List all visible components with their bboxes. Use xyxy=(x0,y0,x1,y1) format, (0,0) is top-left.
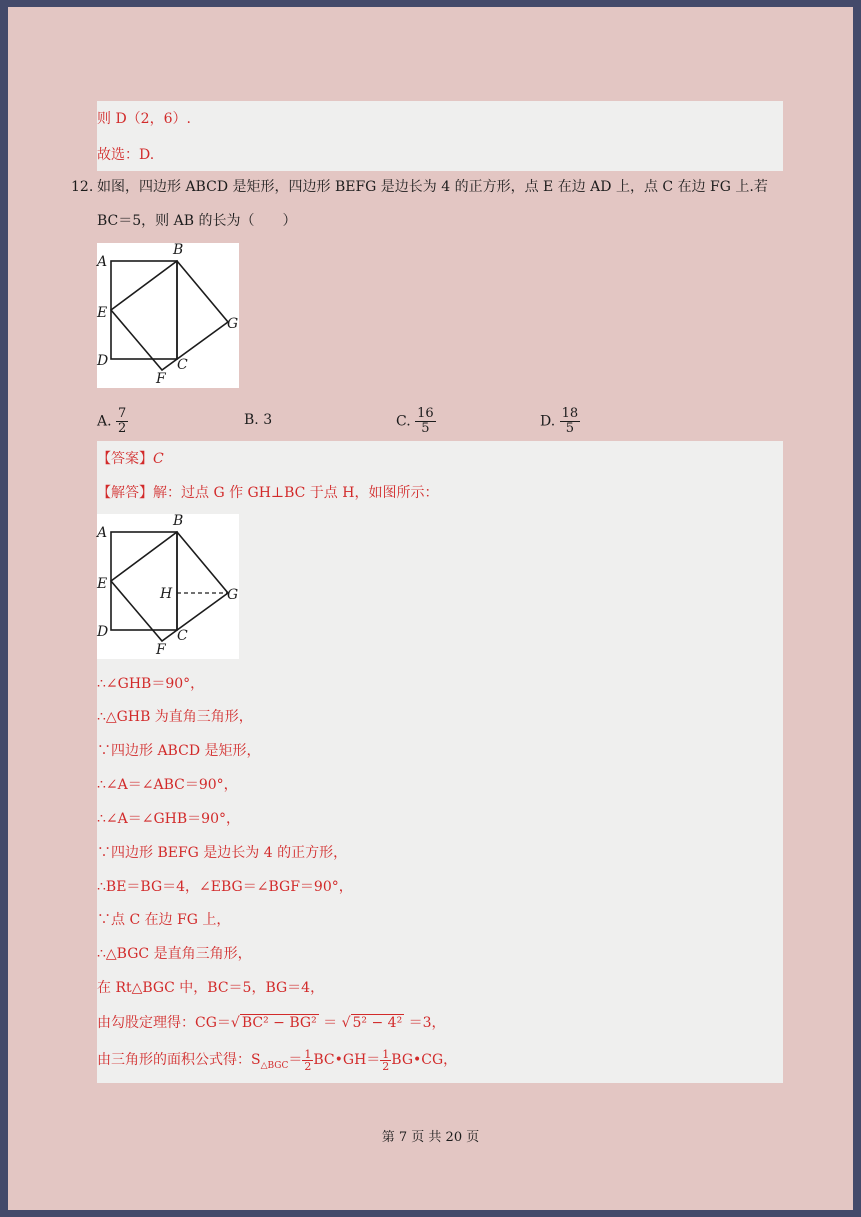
option-d-frac: $\frac{18}{5}$ xyxy=(561,406,579,436)
step-7: ∴BE＝BG＝4，∠EBG＝∠BGF＝90°， xyxy=(97,879,353,895)
prev-solution-box xyxy=(97,101,783,171)
fig2-label-f: F xyxy=(156,642,166,658)
option-d-label: D. xyxy=(540,413,556,430)
question-number: 12. xyxy=(71,179,94,195)
question-text-line2: BC＝5，则 AB 的长为（ ） xyxy=(97,213,297,229)
answer-line xyxy=(97,449,164,469)
step-10: 在 Rt△BGC 中，BC＝5，BG＝4， xyxy=(97,980,325,996)
question-figure xyxy=(97,243,239,388)
prev-solution-line1: 则 D（2，6）. xyxy=(97,111,191,127)
fig1-label-a: A xyxy=(97,254,108,270)
prev-solution-line2: 故选：D. xyxy=(97,147,155,163)
document-page xyxy=(8,7,853,1210)
fig2-label-c: C xyxy=(177,628,188,644)
question-text-line1: 如图，四边形 ABCD 是矩形，四边形 BEFG 是边长为 4 的正方形，点 E 在边 AD 上，点 C 在边 FG 上.若 xyxy=(97,179,768,195)
solution-figure xyxy=(97,514,239,659)
solution-intro-text: 解：过点 G 作 GH⊥BC 于点 H，如图所示： xyxy=(153,485,439,501)
fig1-label-f: F xyxy=(156,371,166,387)
step-9: ∴△BGC 是直角三角形， xyxy=(97,946,252,962)
fig2-label-a: A xyxy=(97,525,108,541)
solution-tag: 【解答】 xyxy=(97,485,153,501)
step-1: ∴∠GHB＝90°， xyxy=(97,676,205,692)
step-6: ∵四边形 BEFG 是边长为 4 的正方形， xyxy=(97,845,348,861)
option-d xyxy=(540,407,580,436)
option-b-value: 3 xyxy=(263,412,273,428)
fig1-label-b: B xyxy=(173,242,184,258)
fig1-label-c: C xyxy=(177,357,188,373)
step-pythagoras: 由勾股定理得：CG＝√ BC² − BG² ＝ √ 5² − 4² ＝3， xyxy=(97,1015,446,1031)
solution-intro xyxy=(97,483,438,503)
fig2-label-e: E xyxy=(97,576,108,592)
fig1-label-g: G xyxy=(227,316,239,332)
option-b xyxy=(244,412,272,428)
option-a-frac: $\frac{7}{2}$ xyxy=(118,406,127,436)
step-area: 由三角形的面积公式得：$S_{\triangle BGC}=$ $\frac{1}{2}$ BC•GH＝ $\frac{1}{2}$ BG•CG， xyxy=(97,1047,458,1073)
fig1-label-d: D xyxy=(97,353,109,369)
fig2-label-b: B xyxy=(173,513,184,529)
fig2-label-d: D xyxy=(97,624,109,640)
answer-tag: 【答案】 xyxy=(97,451,153,467)
step-2: ∴△GHB 为直角三角形， xyxy=(97,709,253,725)
option-c-frac: $\frac{16}{5}$ xyxy=(417,406,434,436)
option-a-label: A. xyxy=(97,413,112,430)
page-footer: 第 7 页 共 20 页 xyxy=(381,1130,480,1145)
step-3: ∵四边形 ABCD 是矩形， xyxy=(97,743,261,759)
option-c xyxy=(396,407,436,436)
step-5: ∴∠A＝∠GHB＝90°， xyxy=(97,811,240,827)
step-8: ∵点 C 在边 FG 上， xyxy=(97,912,231,928)
option-c-label: C. xyxy=(396,413,411,430)
fig2-label-h: H xyxy=(160,586,173,602)
answer-value: C xyxy=(153,451,164,467)
fig2-label-g: G xyxy=(227,587,239,603)
fig1-label-e: E xyxy=(97,305,108,321)
option-a xyxy=(97,407,128,436)
question-figure-svg xyxy=(97,243,239,388)
step-4: ∴∠A＝∠ABC＝90°， xyxy=(97,777,238,793)
option-b-label: B. xyxy=(244,412,259,428)
